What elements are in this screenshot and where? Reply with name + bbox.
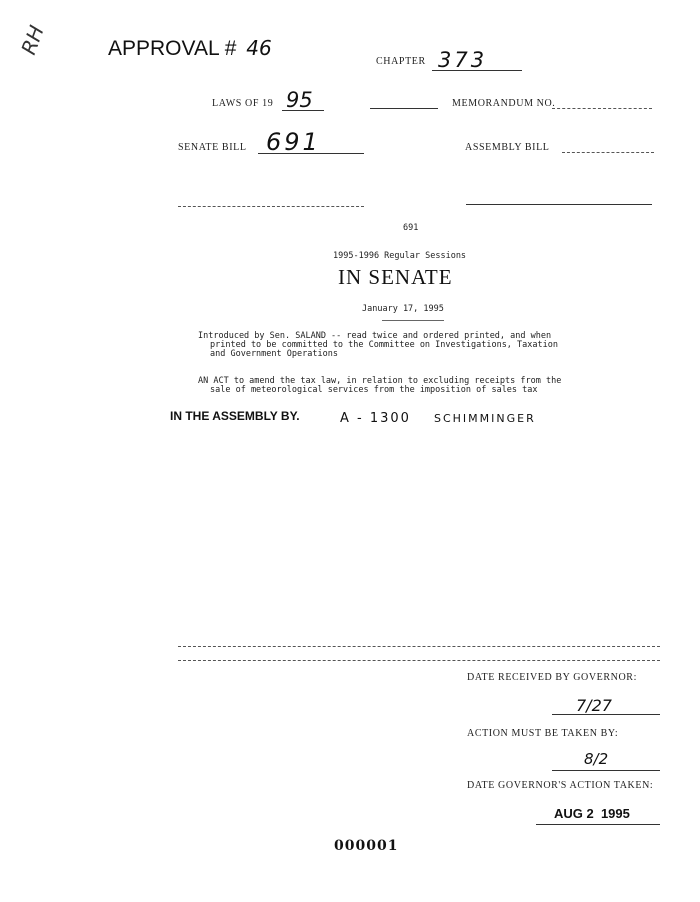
senate-bill-label: SENATE BILL bbox=[178, 142, 247, 153]
assembly-bill-line bbox=[562, 152, 654, 153]
action-must-line bbox=[552, 770, 660, 771]
action-taken-stamp: AUG 2 1995 bbox=[554, 806, 630, 821]
memorandum-line bbox=[552, 108, 652, 109]
senate-bill-underline bbox=[258, 153, 364, 154]
senate-bill-number: 691 bbox=[266, 128, 321, 156]
date-received-value: 7/27 bbox=[576, 696, 612, 715]
chapter-label: CHAPTER bbox=[376, 56, 426, 67]
chapter-underline bbox=[432, 70, 522, 71]
laws-of-year: 95 bbox=[286, 88, 313, 112]
lower-divider-1 bbox=[178, 646, 660, 647]
house-heading: IN SENATE bbox=[338, 265, 453, 289]
introduced-line-2: printed to be committed to the Committee on Investigations, Taxation bbox=[210, 340, 558, 350]
date-received-line bbox=[552, 714, 660, 715]
page-number: 000001 bbox=[334, 838, 399, 854]
laws-of-label: LAWS OF 19 bbox=[212, 98, 274, 109]
action-must-label: ACTION MUST BE TAKEN BY: bbox=[467, 728, 619, 739]
assembly-sponsor-handwritten: SCHIMMINGER bbox=[434, 412, 536, 425]
assembly-bill-label: ASSEMBLY BILL bbox=[465, 142, 550, 153]
assembly-bill-handwritten: A - 1300 bbox=[340, 411, 411, 426]
assembly-label: IN THE ASSEMBLY BY. bbox=[170, 409, 300, 423]
act-line-1: AN ACT to amend the tax law, in relation to excluding receipts from the bbox=[198, 376, 562, 386]
handwritten-initials: RH bbox=[16, 22, 49, 58]
action-must-value: 8/2 bbox=[584, 750, 609, 768]
introduced-line-3: and Government Operations bbox=[210, 349, 338, 359]
session-line: 1995-1996 Regular Sessions bbox=[333, 251, 467, 261]
action-taken-line bbox=[536, 824, 660, 825]
approval-stamp bbox=[108, 36, 272, 61]
blank-line-right bbox=[466, 204, 652, 205]
bill-number-header: 691 bbox=[403, 223, 419, 233]
bill-date: January 17, 1995 bbox=[362, 304, 444, 314]
date-received-label: DATE RECEIVED BY GOVERNOR: bbox=[467, 672, 637, 683]
memorandum-label: MEMORANDUM NO. bbox=[452, 98, 556, 109]
action-taken-label: DATE GOVERNOR'S ACTION TAKEN: bbox=[467, 780, 654, 791]
introduced-line-1: Introduced by Sen. SALAND -- read twice and ordered printed, and when bbox=[198, 331, 552, 341]
approval-label: APPROVAL # bbox=[108, 37, 237, 60]
date-divider bbox=[382, 320, 444, 321]
blank-line-left bbox=[178, 206, 364, 207]
laws-of-underline bbox=[282, 110, 324, 111]
chapter-number: 373 bbox=[438, 48, 488, 72]
approval-number: 46 bbox=[246, 36, 272, 60]
blank-line-middle bbox=[370, 108, 438, 109]
lower-divider-2 bbox=[178, 660, 660, 661]
act-line-2: sale of meteorological services from the imposition of sales tax bbox=[210, 385, 538, 395]
